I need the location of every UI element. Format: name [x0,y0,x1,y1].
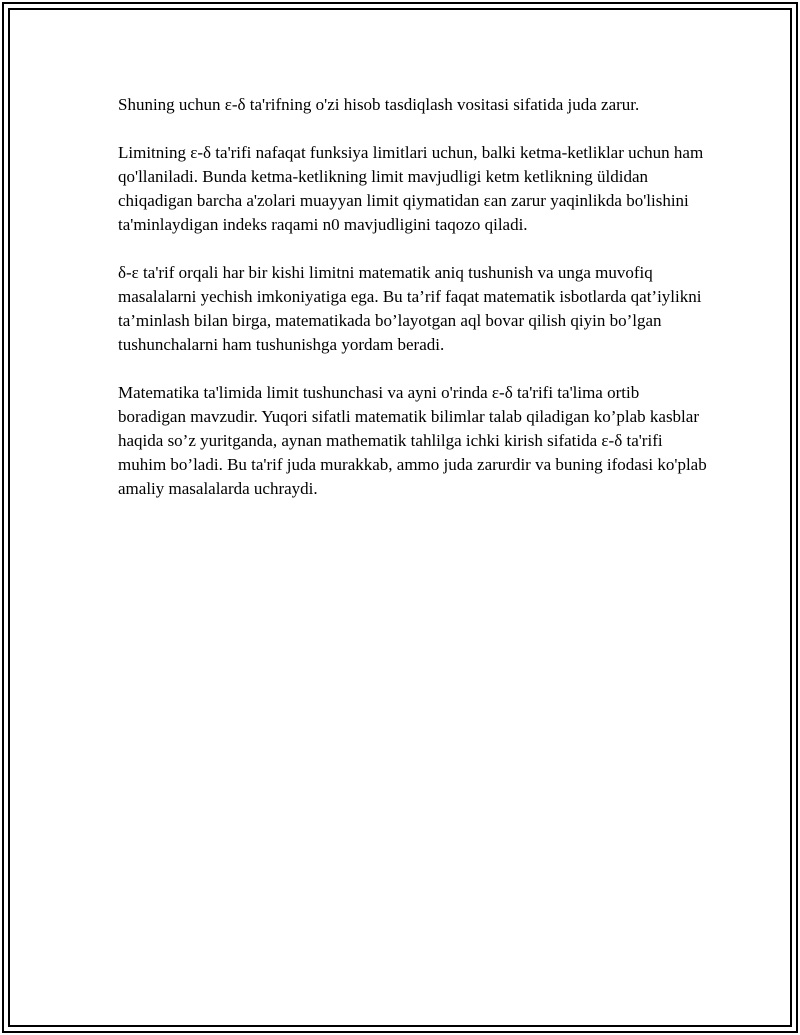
paragraph-1: Shuning uchun ε-δ ta'rifning o'zi hisob tasdiqlash vositasi sifatida juda zarur. [118,95,640,114]
paragraph-3: δ-ε ta'rif orqali har bir kishi limitni matematik aniq tushunish va unga muvofiq masalalarni yechish imkoniyatiga ega. Bu ta’rif faqat matematik isbotlarda qat’iylikni ta’minlash bilan birga, matematikada bo’layotgan aql bovar qilish qiyin bo’lgan tushunchalarni ham tushunishga yordam beradi. [118,263,702,354]
document-body [118,93,708,525]
paragraph-2: Limitning ε-δ ta'rifi nafaqat funksiya limitlari uchun, balki ketma-ketliklar uchun ham qo'llaniladi. Bunda ketma-ketlikning limit mavjudligi ketm ketlikning üldidan chiqadigan barcha a'zolari muayyan limit qiymatidan εan zarur yaqinlikda bo'lishini ta'minlaydigan indeks raqami n0 mavjudligini taqozo qiladi. [118,143,704,234]
paragraph-4: Matematika ta'limida limit tushunchasi va ayni o'rinda ε-δ ta'rifi ta'lima ortib boradigan mavzudir. Yuqori sifatli matematik bilimlar talab qiladigan ko’plab kasblar haqida so’z yuritganda, aynan mathematik tahlilga ichki kirish sifatida ε-δ ta'rifi muhim bo’ladi. Bu ta'rif juda murakkab, ammo juda zarurdir va buning ifodasi ko'plab amaliy masalalarda uchraydi. [118,383,707,498]
